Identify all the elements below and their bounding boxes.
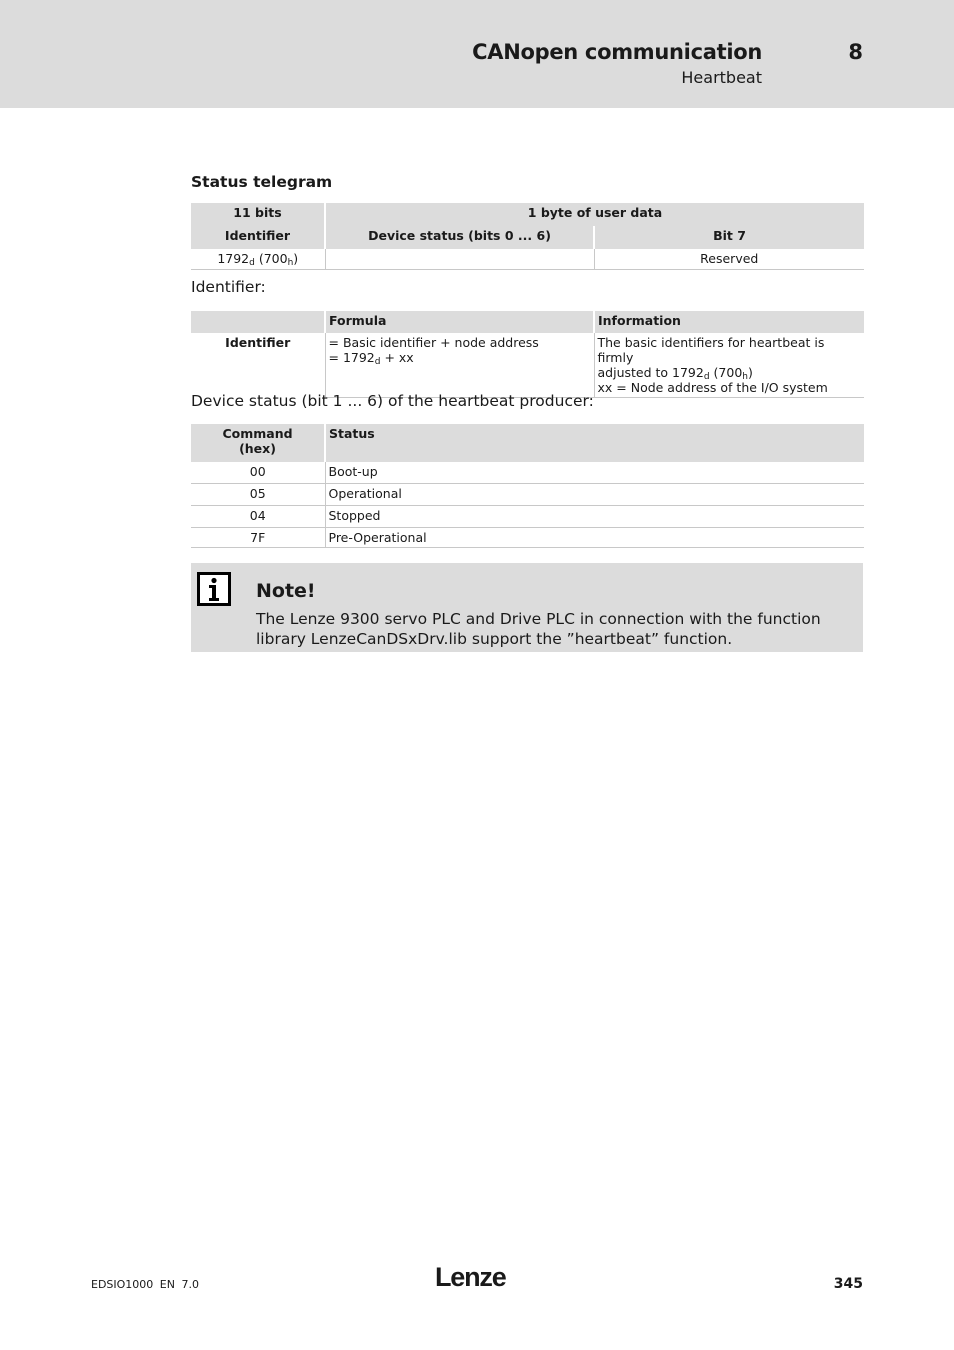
information-cell xyxy=(594,333,864,398)
chapter-number: 8 xyxy=(848,40,863,64)
table-row xyxy=(191,462,864,484)
page-header xyxy=(0,0,954,108)
chapter-title: CANopen communication xyxy=(472,40,762,64)
table-header: Formula xyxy=(325,311,594,333)
device-status-table xyxy=(191,424,864,548)
command-cell: 7F xyxy=(191,528,325,548)
device-status-label: Device status (bit 1 ... 6) of the heartbeat producer: xyxy=(191,392,594,410)
command-header-line: Command xyxy=(222,426,293,441)
table-header xyxy=(191,311,325,333)
status-cell: Stopped xyxy=(325,506,864,528)
status-cell: Operational xyxy=(325,484,864,506)
table-header: 11 bits xyxy=(233,205,282,220)
table-row xyxy=(191,528,864,548)
lenze-logo: Lenze xyxy=(435,1262,506,1292)
info-icon xyxy=(197,572,231,606)
table-header-status: Status xyxy=(325,424,864,462)
formula-cell xyxy=(325,333,594,398)
formula-suffix: + xx xyxy=(380,350,414,365)
info-sub: d xyxy=(703,372,710,382)
table-row xyxy=(191,506,864,528)
bit7-cell: Reserved xyxy=(594,249,864,270)
table-header-command xyxy=(191,424,325,462)
info-line xyxy=(598,365,862,380)
identifier-label: Identifier: xyxy=(191,278,266,296)
table-header: Information xyxy=(594,311,864,333)
note-title: Note! xyxy=(256,580,316,602)
note-text: The Lenze 9300 servo PLC and Drive PLC in connection with the function library LenzeCanDSxDrv.lib support the ”heartbeat” function. xyxy=(256,610,821,648)
footer-doc-id: EDSIO1000 EN 7.0 xyxy=(91,1278,199,1291)
info-line: The basic identifiers for heartbeat is firmly xyxy=(597,335,825,365)
info-sub: h xyxy=(742,372,748,382)
identifier-dec-sub: d xyxy=(249,258,255,268)
info-suffix: ) xyxy=(748,365,753,380)
device-status-cell xyxy=(325,249,594,270)
identifier-dec: 1792 xyxy=(217,251,250,266)
status-telegram-table xyxy=(191,203,864,270)
note-box xyxy=(191,563,863,652)
info-mid: (700 xyxy=(709,365,743,380)
command-cell: 05 xyxy=(191,484,325,506)
identifier-table xyxy=(191,311,864,398)
page-number: 345 xyxy=(833,1276,863,1292)
info-line: xx = Node address of the I/O system xyxy=(597,380,828,395)
status-cell: Boot-up xyxy=(325,462,864,484)
status-telegram-heading: Status telegram xyxy=(191,173,333,191)
command-header-line: (hex) xyxy=(239,441,276,456)
identifier-hex: 700 xyxy=(263,251,288,266)
section-title: Heartbeat xyxy=(681,68,762,87)
command-cell: 00 xyxy=(191,462,325,484)
formula-prefix: = 1792 xyxy=(328,350,375,365)
status-cell: Pre-Operational xyxy=(325,528,864,548)
formula-sub: d xyxy=(374,357,381,367)
formula-line xyxy=(329,350,591,365)
command-cell: 04 xyxy=(191,506,325,528)
info-prefix: adjusted to 1792 xyxy=(597,365,704,380)
table-header: Identifier xyxy=(224,228,291,243)
table-header: Device status (bits 0 ... 6) xyxy=(325,226,594,249)
table-header: Bit 7 xyxy=(594,226,864,249)
table-header: 1 byte of user data xyxy=(325,203,864,226)
formula-line: = Basic identifier + node address xyxy=(328,335,539,350)
identifier-hex-sub: h xyxy=(287,258,294,268)
identifier-row-label: Identifier xyxy=(225,335,291,350)
identifier-value-cell: $1792_d$ $(700_h)$ xyxy=(191,249,325,270)
table-row xyxy=(191,484,864,506)
